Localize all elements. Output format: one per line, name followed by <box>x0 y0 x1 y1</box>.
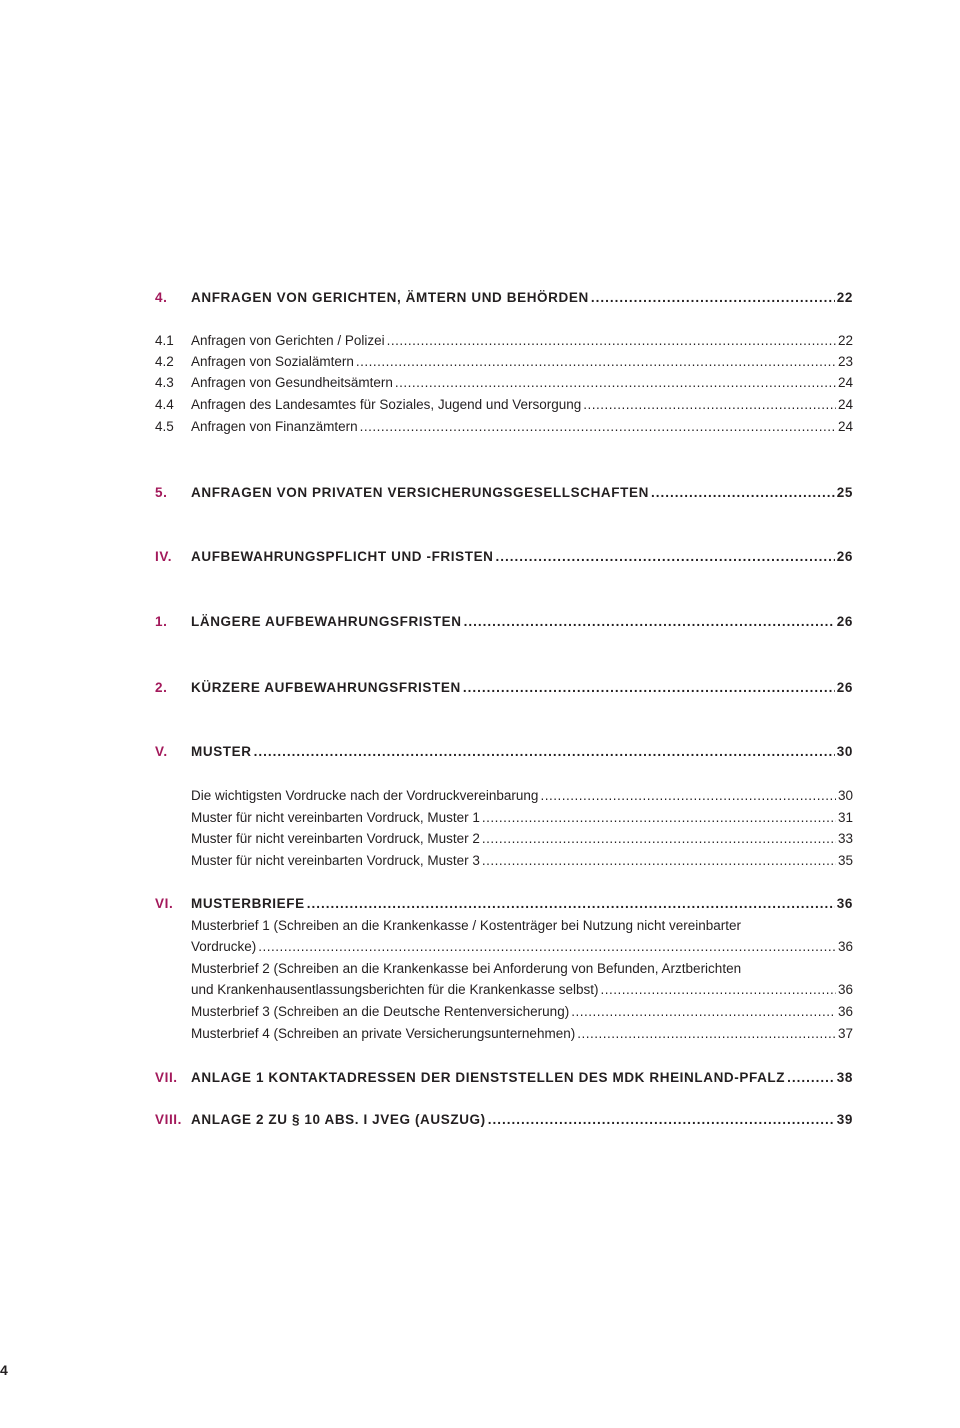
entry-number: 4. <box>155 290 168 305</box>
dot-leader <box>787 1068 835 1088</box>
entry-page: 39 <box>836 1112 853 1127</box>
entry-title: ANLAGE 2 ZU § 10 ABS. I JVEG (AUSZUG) <box>191 1112 486 1127</box>
dot-leader <box>360 417 836 437</box>
dot-leader <box>395 373 836 393</box>
entry-title: Muster für nicht vereinbarten Vordruck, Muster 3 <box>191 853 480 868</box>
toc-entry[interactable] <box>155 352 853 372</box>
toc-heading-entry[interactable] <box>155 742 853 762</box>
dot-leader <box>651 483 835 503</box>
entry-page: 24 <box>837 397 853 412</box>
entry-page: 26 <box>836 680 853 695</box>
entry-page: 24 <box>837 419 853 434</box>
toc-heading-entry[interactable] <box>155 612 853 632</box>
entry-number: 2. <box>155 680 168 695</box>
dot-leader <box>464 612 835 632</box>
entry-page: 31 <box>837 810 853 825</box>
toc-heading-entry[interactable] <box>155 1110 853 1130</box>
entry-title: Anfragen von Sozialämtern <box>191 354 354 369</box>
dot-leader <box>463 678 835 698</box>
entry-page: 23 <box>837 354 853 369</box>
entry-title: Anfragen von Finanzämtern <box>191 419 358 434</box>
entry-title: ANLAGE 1 KONTAKTADRESSEN DER DIENSTSTELLEN DES MDK RHEINLAND-PFALZ <box>191 1070 786 1085</box>
dot-leader <box>583 395 836 415</box>
entry-title: AUFBEWAHRUNGSPFLICHT UND -FRISTEN <box>191 549 494 564</box>
dot-leader <box>254 742 835 762</box>
entry-title: ANFRAGEN VON PRIVATEN VERSICHERUNGSGESELLSCHAFTEN <box>191 485 649 500</box>
page-number: 4 <box>0 1362 8 1378</box>
entry-title: und Krankenhausentlassungsberichten für die Krankenkasse selbst) <box>191 982 599 997</box>
dot-leader <box>540 786 836 806</box>
entry-title: LÄNGERE AUFBEWAHRUNGSFRISTEN <box>191 614 462 629</box>
dot-leader <box>496 547 835 567</box>
toc-heading-entry[interactable] <box>155 894 853 914</box>
toc-entry[interactable] <box>155 1002 853 1022</box>
entry-page: 38 <box>836 1070 853 1085</box>
entry-title: KÜRZERE AUFBEWAHRUNGSFRISTEN <box>191 680 461 695</box>
entry-page: 30 <box>837 788 853 803</box>
entry-title: Anfragen von Gerichten / Polizei <box>191 333 385 348</box>
entry-page: 22 <box>836 290 853 305</box>
entry-number: 5. <box>155 485 168 500</box>
entry-title: Musterbrief 2 (Schreiben an die Krankenkasse bei Anforderung von Befunden, Arztberichten <box>191 961 742 976</box>
dot-leader <box>258 937 836 957</box>
entry-number: 4.2 <box>155 354 174 369</box>
entry-number: 4.5 <box>155 419 174 434</box>
toc-entry[interactable] <box>155 808 853 828</box>
toc-entry[interactable] <box>155 851 853 871</box>
dot-leader <box>488 1110 835 1130</box>
entry-title: Anfragen von Gesundheitsämtern <box>191 375 393 390</box>
dot-leader <box>571 1002 836 1022</box>
toc-heading-entry[interactable] <box>155 288 853 308</box>
dot-leader <box>387 331 836 351</box>
entry-page: 30 <box>836 744 853 759</box>
entry-page: 33 <box>837 831 853 846</box>
entry-title: MUSTERBRIEFE <box>191 896 305 911</box>
entry-page: 37 <box>837 1026 853 1041</box>
dot-leader <box>482 829 836 849</box>
toc-entry[interactable] <box>155 786 853 806</box>
dot-leader <box>482 808 836 828</box>
toc-entry-line[interactable] <box>155 959 853 979</box>
toc-entry[interactable] <box>155 331 853 351</box>
entry-page: 26 <box>836 614 853 629</box>
entry-title: Vordrucke) <box>191 939 257 954</box>
entry-number: 4.4 <box>155 397 174 412</box>
toc-heading-entry[interactable] <box>155 1068 853 1088</box>
entry-page: 36 <box>836 896 853 911</box>
dot-leader <box>577 1024 836 1044</box>
entry-title: ANFRAGEN VON GERICHTEN, ÄMTERN UND BEHÖRDEN <box>191 290 589 305</box>
entry-page: 35 <box>837 853 853 868</box>
entry-number: 4.1 <box>155 333 174 348</box>
toc-entry[interactable] <box>155 937 853 957</box>
entry-title: Muster für nicht vereinbarten Vordruck, Muster 1 <box>191 810 480 825</box>
entry-number: 1. <box>155 614 168 629</box>
entry-page: 26 <box>836 549 853 564</box>
entry-title: Musterbrief 4 (Schreiben an private Versicherungsunternehmen) <box>191 1026 576 1041</box>
toc-heading-entry[interactable] <box>155 483 853 503</box>
entry-page: 25 <box>836 485 853 500</box>
entry-title: Musterbrief 1 (Schreiben an die Krankenkasse / Kostenträger bei Nutzung nicht vereinbarter <box>191 918 742 933</box>
toc-entry[interactable] <box>155 417 853 437</box>
dot-leader <box>482 851 836 871</box>
toc-entry[interactable] <box>155 1024 853 1044</box>
entry-number: VII. <box>155 1070 178 1085</box>
entry-title: Muster für nicht vereinbarten Vordruck, Muster 2 <box>191 831 480 846</box>
entry-title: MUSTER <box>191 744 252 759</box>
toc-entry[interactable] <box>155 980 853 1000</box>
entry-page: 22 <box>837 333 853 348</box>
entry-number: VIII. <box>155 1112 183 1127</box>
toc-entry[interactable] <box>155 373 853 393</box>
dot-leader <box>601 980 836 1000</box>
toc-heading-entry[interactable] <box>155 547 853 567</box>
entry-title: Anfragen des Landesamtes für Soziales, Jugend und Versorgung <box>191 397 582 412</box>
entry-page: 36 <box>837 1004 853 1019</box>
toc-entry[interactable] <box>155 395 853 415</box>
entry-number: IV. <box>155 549 173 564</box>
entry-number: 4.3 <box>155 375 174 390</box>
toc-entry[interactable] <box>155 829 853 849</box>
entry-number: V. <box>155 744 168 759</box>
dot-leader <box>307 894 835 914</box>
entry-number: VI. <box>155 896 174 911</box>
entry-title: Die wichtigsten Vordrucke nach der Vordruckvereinbarung <box>191 788 539 803</box>
dot-leader <box>591 288 835 308</box>
entry-page: 24 <box>837 375 853 390</box>
toc-heading-entry[interactable] <box>155 678 853 698</box>
entry-title: Musterbrief 3 (Schreiben an die Deutsche Rentenversicherung) <box>191 1004 570 1019</box>
entry-page: 36 <box>837 939 853 954</box>
dot-leader <box>356 352 836 372</box>
toc-entry-line[interactable] <box>155 916 853 936</box>
entry-page: 36 <box>837 982 853 997</box>
